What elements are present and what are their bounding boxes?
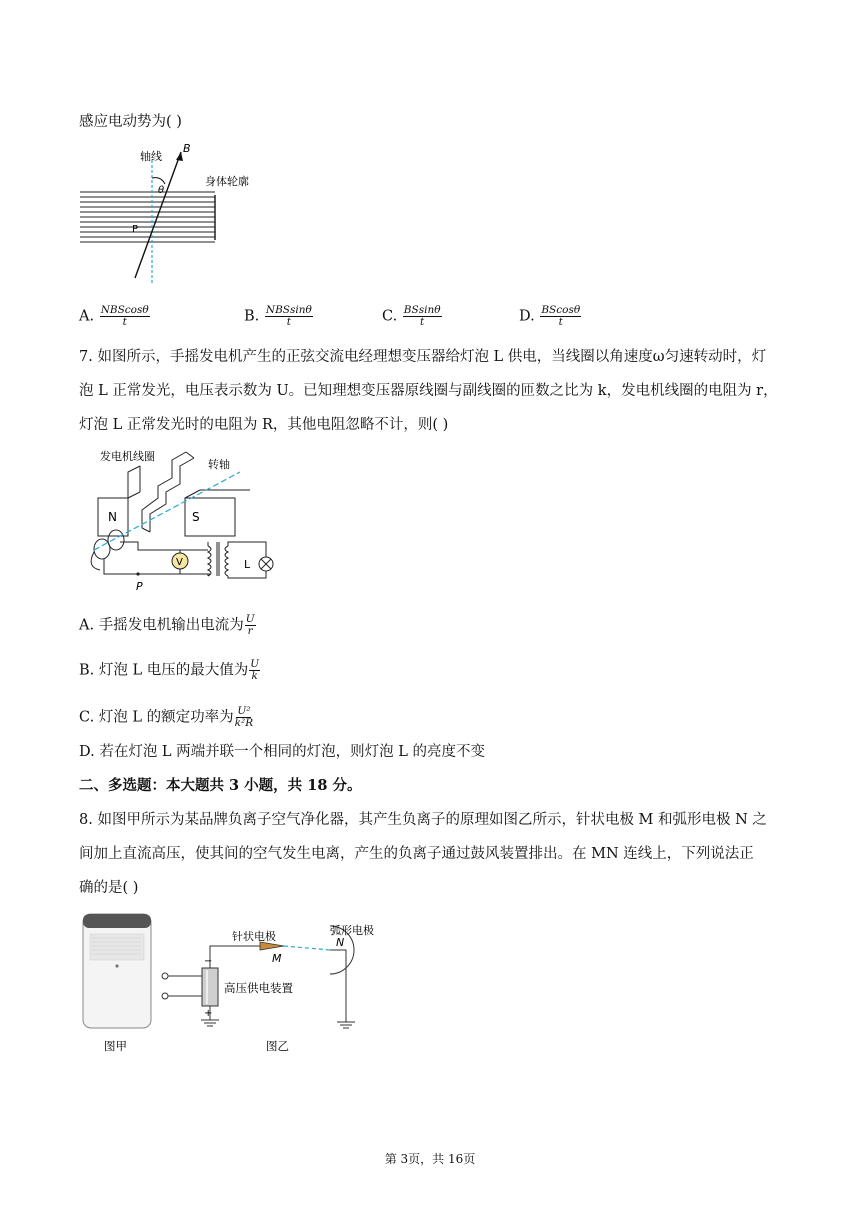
theta-label: θ xyxy=(158,185,165,196)
m-electrode-label: M xyxy=(272,952,282,965)
b-field-label: B xyxy=(183,142,191,155)
air-purifier-image xyxy=(83,914,151,1028)
hv-supply-label: 高压供电装置 xyxy=(224,981,293,995)
figure-a-caption: 图甲 xyxy=(104,1039,127,1053)
q7-generator-figure xyxy=(80,442,280,594)
plus-label: + xyxy=(204,1008,213,1019)
page-footer: 第 3页，共 16页 xyxy=(384,1152,476,1166)
q6-option-b[interactable]: B. $\frac{\text{NBSsinθ}}{t}$ xyxy=(244,304,312,328)
arc-electrode-label: 弧形电极 xyxy=(330,924,374,937)
q7-option-c[interactable]: C. 灯泡 L 的额定功率为 $\frac{\text{U²}}{\text{k²R}}$ xyxy=(79,705,254,729)
q7-stem-line2: 泡 L 正常发光，电压表示数为 U。已知理想变压器原线圈与副线圈的匝数之比为 k，发电机线圈的电阻为 r， xyxy=(79,383,778,399)
q6-option-d[interactable]: D. $\frac{BScos\theta}{t}$ xyxy=(519,304,581,328)
q6-option-c[interactable]: C. $\frac{BSsin\theta}{t}$ xyxy=(382,304,441,328)
q7-option-a[interactable]: A. 手摇发电机输出电流为 $\frac{U}{r}$ xyxy=(79,613,255,637)
q7-stem-line3: 灯泡 L 正常发光时的电阻为 R，其他电阻忽略不计，则( ) xyxy=(79,417,449,433)
n-pole-label: N xyxy=(108,510,117,524)
figure-b-caption: 图乙 xyxy=(266,1039,289,1053)
q7-option-b[interactable]: B. 灯泡 L 电压的最大值为 $\frac{U}{k}$ xyxy=(79,658,260,682)
n-electrode-label: N xyxy=(336,936,345,949)
q7-stem-line1: 7. 如图所示，手摇发电机产生的正弦交流电经理想变压器给灯泡 L 供电，当线圈以角速度ω匀速转动时，灯 xyxy=(79,349,767,365)
lamp-label: L xyxy=(244,558,251,571)
shaft-label: 转轴 xyxy=(208,458,230,471)
q6-stem-tail: 感应电动势为( ) xyxy=(79,114,182,130)
p-label: P xyxy=(132,224,139,235)
voltmeter-label: V xyxy=(176,557,183,568)
q8-stem-line3: 确的是( ) xyxy=(79,880,139,896)
body-outline-label: 身体轮廓 xyxy=(205,175,249,188)
q6-coil-figure xyxy=(75,140,275,300)
p-point-label: P xyxy=(136,580,143,593)
q8-ionizer-figure xyxy=(80,912,400,1058)
s-pole-label: S xyxy=(192,510,200,524)
q6-option-a[interactable]: A. $\frac{\text{NBScosθ}}{t}$ xyxy=(79,304,149,328)
needle-electrode-label: 针状电极 xyxy=(232,930,276,943)
q7-option-d[interactable]: D. 若在灯泡 L 两端并联一个相同的灯泡，则灯泡 L 的亮度不变 xyxy=(79,744,486,760)
axis-label: 轴线 xyxy=(140,150,162,163)
q8-stem-line1: 8. 如图甲所示为某品牌负离子空气净化器，其产生负离子的原理如图乙所示，针状电极 M 和弧形电极 N 之 xyxy=(79,812,767,828)
q8-stem-line2: 间加上直流高压，使其间的空气发生电离，产生的负离子通过鼓风装置排出。在 MN 连线上，下列说法正 xyxy=(79,846,754,862)
coil-label: 发电机线圈 xyxy=(100,450,155,463)
minus-label: − xyxy=(204,956,213,967)
section2-header: 二、多选题：本大题共 3 小题，共 18 分。 xyxy=(79,777,362,794)
